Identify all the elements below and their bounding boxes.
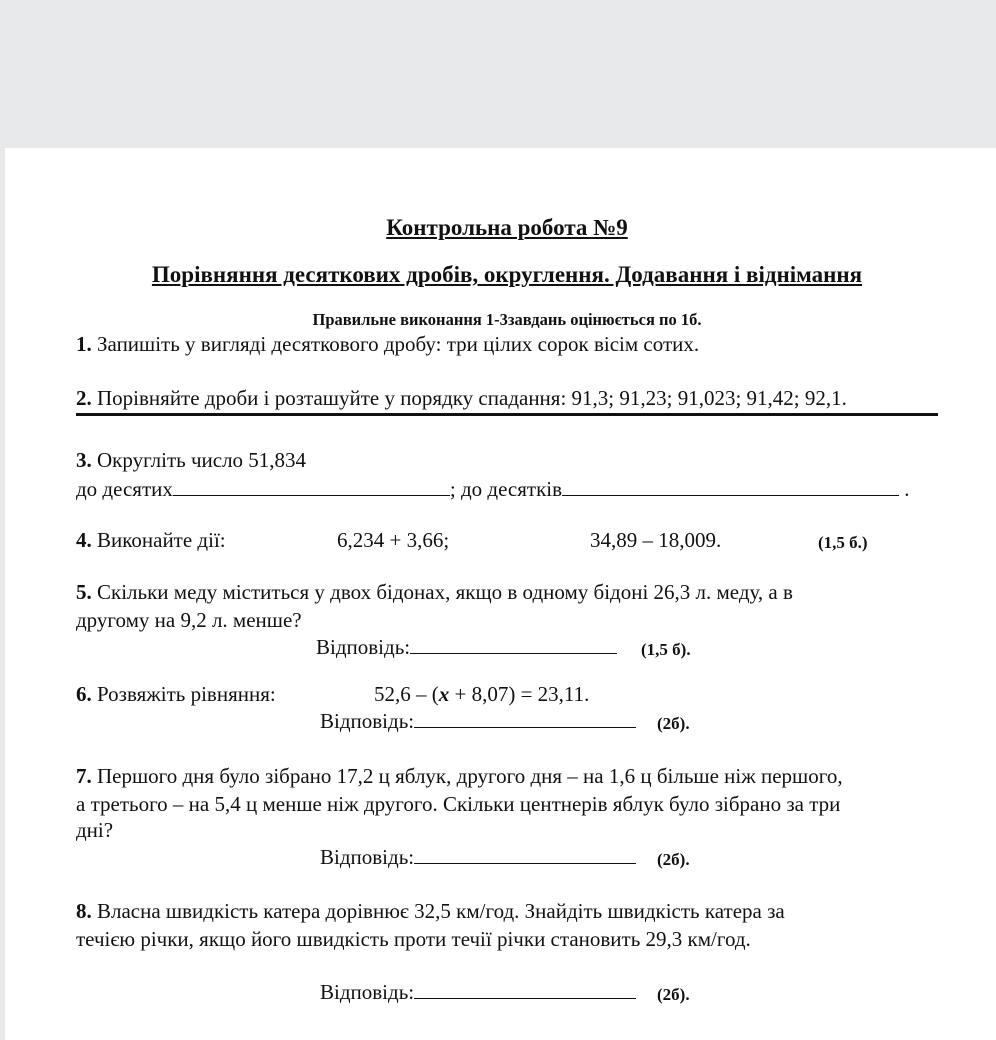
answer-blank[interactable]	[414, 709, 636, 728]
task-text: Запишіть у вигляді десяткового дробу: три цілих сорок вісім сотих.	[97, 332, 700, 356]
answer-label: Відповідь:	[316, 635, 411, 659]
task-5-answer	[316, 635, 617, 659]
task-text: Виконайте дії:	[97, 528, 226, 552]
task-7-line2: а третього – на 5,4 ц менше ніж другого. Скільки центнерів яблук було зібрано за три	[76, 792, 841, 816]
task-7-answer	[320, 845, 636, 869]
task-number: 1.	[76, 332, 92, 356]
answer-blank[interactable]	[414, 980, 636, 999]
points: (2б).	[657, 850, 690, 869]
task-5	[76, 580, 793, 604]
task-text: Розвяжіть рівняння:	[97, 682, 276, 706]
task-number: 6.	[76, 682, 92, 706]
page-subtitle: Порівняння десяткових дробів, округлення. Додавання і віднімання	[151, 262, 863, 287]
task-4	[76, 528, 226, 552]
task-5-line2: другому на 9,2 л. менше?	[76, 608, 302, 632]
label-tenths: до десятих	[76, 477, 173, 501]
grading-note: Правильне виконання 1-3завдань оцінюється по 1б.	[312, 310, 702, 329]
period: .	[904, 477, 910, 501]
task-number: 7.	[76, 764, 92, 788]
divider-line	[76, 413, 938, 416]
task-text: Власна швидкість катера дорівнює 32,5 км/год. Знайдіть швидкість катера за	[97, 899, 785, 923]
points: (1,5 б).	[641, 640, 691, 659]
equation	[374, 682, 589, 706]
task-7	[76, 764, 843, 788]
answer-blank[interactable]	[414, 845, 636, 864]
task-text: Першого дня було зібрано 17,2 ц яблук, другого дня – на 1,6 ц більше ніж першого,	[97, 764, 843, 788]
label-tens: ; до десятків	[449, 477, 563, 501]
task-text: Порівняйте дроби і розташуйте у порядку спадання: 91,3; 91,23; 91,023; 91,42; 92,1.	[97, 386, 847, 410]
points: (2б).	[657, 985, 690, 1004]
answer-label: Відповідь:	[320, 845, 415, 869]
task-8-answer	[320, 980, 636, 1004]
task-6	[76, 682, 276, 706]
variable-x: x	[438, 682, 450, 706]
task-number: 4.	[76, 528, 92, 552]
task-8	[76, 899, 785, 923]
points: (1,5 б.)	[818, 533, 868, 552]
points: (2б).	[657, 714, 690, 733]
task-7-line3: дні?	[76, 818, 114, 842]
task-3	[76, 448, 306, 472]
answer-blank-tenths[interactable]	[173, 477, 450, 496]
answer-blank-tens[interactable]	[562, 477, 899, 496]
equation-part: + 8,07) = 23,11.	[449, 682, 590, 706]
task-number: 5.	[76, 580, 92, 604]
task-text: Скільки меду міститься у двох бідонах, якщо в одному бідоні 26,3 л. меду, а в	[97, 580, 793, 604]
task-1	[76, 332, 699, 356]
task-number: 8.	[76, 899, 92, 923]
task-text: Округліть число 51,834	[97, 448, 307, 472]
task-2	[76, 386, 847, 410]
task-number: 3.	[76, 448, 92, 472]
expression-2: 34,89 – 18,009.	[590, 528, 722, 552]
equation-part: 52,6 – (	[374, 682, 439, 706]
task-6-answer	[320, 709, 636, 733]
task-3-answers	[76, 477, 910, 501]
task-number: 2.	[76, 386, 92, 410]
answer-label: Відповідь:	[320, 980, 415, 1004]
answer-blank[interactable]	[410, 635, 617, 654]
page-title: Контрольна робота №9	[386, 215, 628, 240]
answer-label: Відповідь:	[320, 709, 415, 733]
task-8-line2: течією річки, якщо його швидкість проти течії річки становить 29,3 км/год.	[76, 927, 751, 951]
expression-1: 6,234 + 3,66;	[337, 528, 450, 552]
